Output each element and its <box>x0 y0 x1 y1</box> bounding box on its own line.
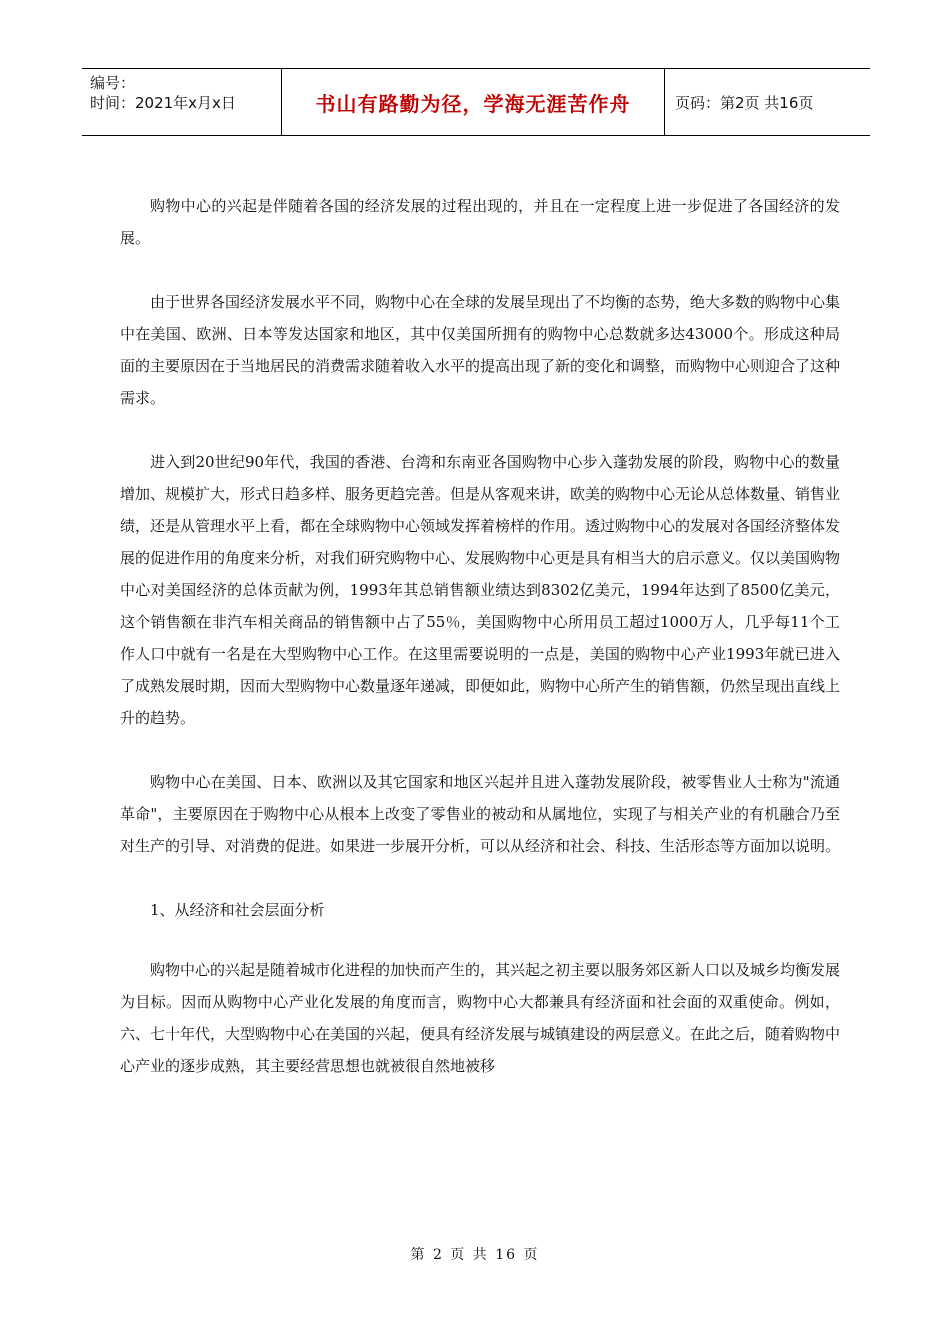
page-footer: 第 2 页 共 16 页 <box>410 1247 540 1263</box>
page-header <box>82 68 870 136</box>
document-body <box>120 190 840 1114</box>
paragraph-2: 由于世界各国经济发展水平不同，购物中心在全球的发展呈现出了不均衡的态势，绝大多数的购物中心集中在美国、欧洲、日本等发达国家和地区，其中仅美国所拥有的购物中心总数就多达43000个。形成这种局面的主要原因在于当地居民的消费需求随着收入水平的提高出现了新的变化和调整，而购物中心则迎合了这种需求。 <box>120 293 841 407</box>
doc-number-label: 编号： <box>90 74 136 92</box>
paragraph-3: 进入到20世纪90年代，我国的香港、台湾和东南亚各国购物中心步入蓬勃发展的阶段，购物中心的数量增加、规模扩大，形式日趋多样、服务更趋完善。但是从客观来讲，欧美的购物中心无论从总体数量、销售业绩，还是从管理水平上看，都在全球购物中心领域发挥着榜样的作用。透过购物中心的发展对各国经济整体发展的促进作用的角度来分析，对我们研究购物中心、发展购物中心更是具有相当大的启示意义。仅以美国购物中心对美国经济的总体贡献为例，1993年其总销售额业绩达到8302亿美元，1994年达到了8500亿美元，这个销售额在非汽车相关商品的销售额中占了55％，美国购物中心所用员工超过1000万人，几乎每11个工作人口中就有一名是在大型购物中心工作。在这里需要说明的一点是，美国的购物中心产业1993年就已进入了成熟发展时期，因而大型购物中心数量逐年递减，即便如此，购物中心所产生的销售额，仍然呈现出直线上升的趋势。 <box>120 453 841 727</box>
doc-time-label: 时间：2021年x月x日 <box>90 94 236 112</box>
section-heading: 1、从经济和社会层面分析 <box>150 901 325 919</box>
header-meta <box>82 69 282 135</box>
header-motto: 书山有路勤为径，学海无涯苦作舟 <box>282 69 665 135</box>
header-page-info: 页码：第2页 共16页 <box>675 93 814 112</box>
paragraph-4: 购物中心在美国、日本、欧洲以及其它国家和地区兴起并且进入蓬勃发展阶段，被零售业人士称为"流通革命"，主要原因在于购物中心从根本上改变了零售业的被动和从属地位，实现了与相关产业的有机融合乃至对生产的引导、对消费的促进。如果进一步展开分析，可以从经济和社会、科技、生活形态等方面加以说明。 <box>120 773 841 855</box>
paragraph-5: 购物中心的兴起是随着城市化进程的加快而产生的，其兴起之初主要以服务郊区新人口以及城乡均衡发展为目标。因而从购物中心产业化发展的角度而言，购物中心大都兼具有经济面和社会面的双重使命。例如，六、七十年代，大型购物中心在美国的兴起，便具有经济发展与城镇建设的两层意义。在此之后，随着购物中心产业的逐步成熟，其主要经营思想也就被很自然地被移 <box>120 961 841 1075</box>
paragraph-1: 购物中心的兴起是伴随着各国的经济发展的过程出现的，并且在一定程度上进一步促进了各国经济的发展。 <box>120 197 840 247</box>
